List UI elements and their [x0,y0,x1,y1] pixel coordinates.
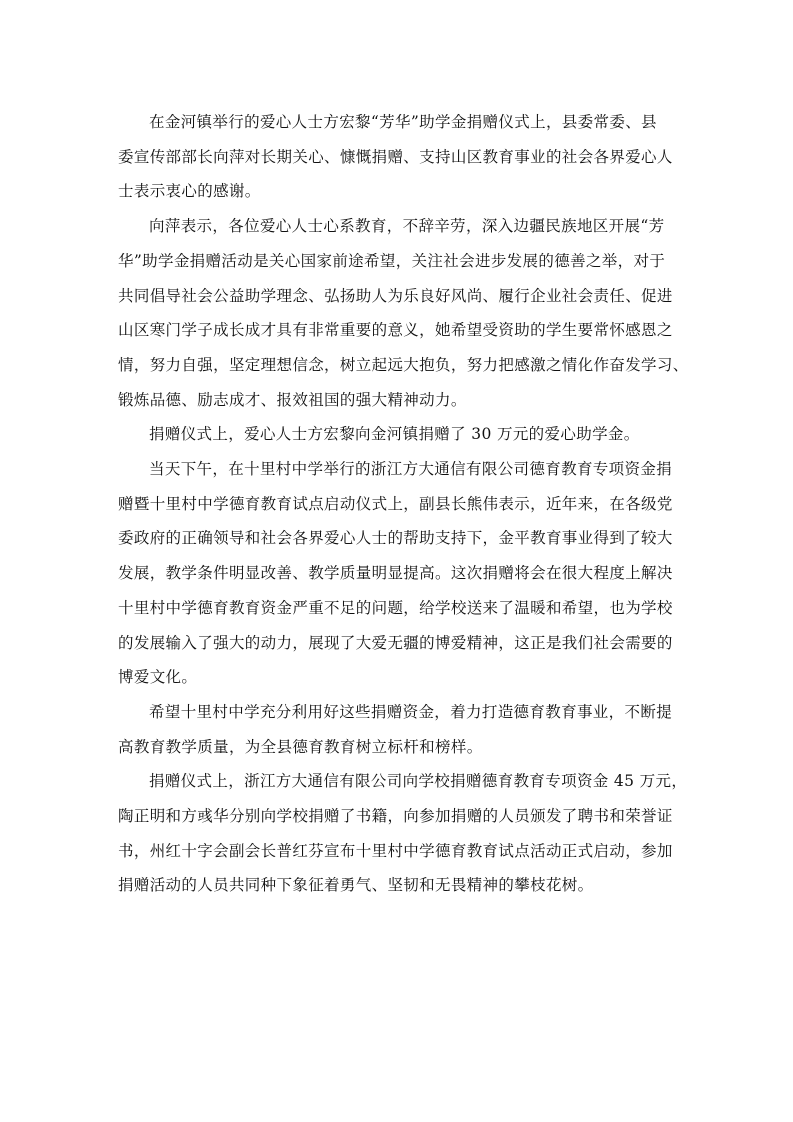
text-line: 高教育教学质量，为全县德育教育树立标杆和榜样。 [118,737,483,756]
text-line: 委政府的正确领导和社会各界爱心人士的帮助支持下，金平教育事业得到了较大 [118,529,673,548]
text-line: 共同倡导社会公益助学理念、弘扬助人为乐良好风尚、履行企业社会责任、促进 [118,286,673,305]
text-line: 华”助学金捐赠活动是关心国家前途希望，关注社会进步发展的德善之举，对于 [118,251,666,270]
text-line: 博爱文化。 [118,668,198,687]
text-line: 向萍表示，各位爱心人士心系教育，不辞辛劳，深入边疆民族地区开展“芳 [149,217,665,236]
text-line: 的发展输入了强大的动力，展现了大爱无疆的博爱精神，这正是我们社会需要的 [118,633,673,652]
paragraph-3 [118,417,678,452]
text-line: 锻炼品德、励志成才、报效祖国的强大精神动力。 [118,390,467,409]
text-line: 士表示衷心的感谢。 [118,182,261,201]
paragraph-1 [118,105,678,209]
text-line: 捐赠仪式上，浙江方大通信有限公司向学校捐赠德育教育专项资金 45 万元， [149,772,688,791]
text-line: 山区寒门学子成长成才具有非常重要的意义，她希望受资助的学生要常怀感恩之 [118,321,673,340]
text-line: 十里村中学德育教育资金严重不足的问题，给学校送来了温暖和希望，也为学校 [118,598,673,617]
text-line: 陶正明和方彧华分别向学校捐赠了书籍，向参加捐赠的人员颁发了聘书和荣誉证 [118,807,673,826]
paragraph-2 [118,209,689,417]
text-line: 捐赠仪式上，爱心人士方宏黎向金河镇捐赠了 30 万元的爱心助学金。 [149,425,640,444]
text-line: 捐赠活动的人员共同种下象征着勇气、坚韧和无畏精神的攀枝花树。 [118,876,594,895]
text-line: 情，努力自强，坚定理想信念，树立起远大抱负，努力把感激之情化作奋发学习、 [118,355,689,374]
text-line: 赠暨十里村中学德育教育试点启动仪式上，副县长熊伟表示，近年来，在各级党 [118,494,673,513]
text-line: 当天下午，在十里村中学举行的浙江方大通信有限公司德育教育专项资金捐 [149,460,673,479]
document-body [118,105,689,903]
text-line: 在金河镇举行的爱心人士方宏黎“芳华”助学金捐赠仪式上，县委常委、县 [149,113,657,131]
text-line: 委宣传部部长向萍对长期关心、慷慨捐赠、支持山区教育事业的社会各界爱心人 [118,147,673,166]
paragraph-6 [118,764,688,903]
paragraph-4 [118,452,678,695]
text-line: 发展，教学条件明显改善、教学质量明显提高。这次捐赠将会在很大程度上解决 [118,564,673,583]
text-line: 希望十里村中学充分利用好这些捐赠资金，着力打造德育教育事业，不断提 [149,702,673,721]
text-line: 书，州红十字会副会长普红芬宣布十里村中学德育教育试点活动正式启动，参加 [118,841,673,860]
paragraph-5 [118,695,678,764]
